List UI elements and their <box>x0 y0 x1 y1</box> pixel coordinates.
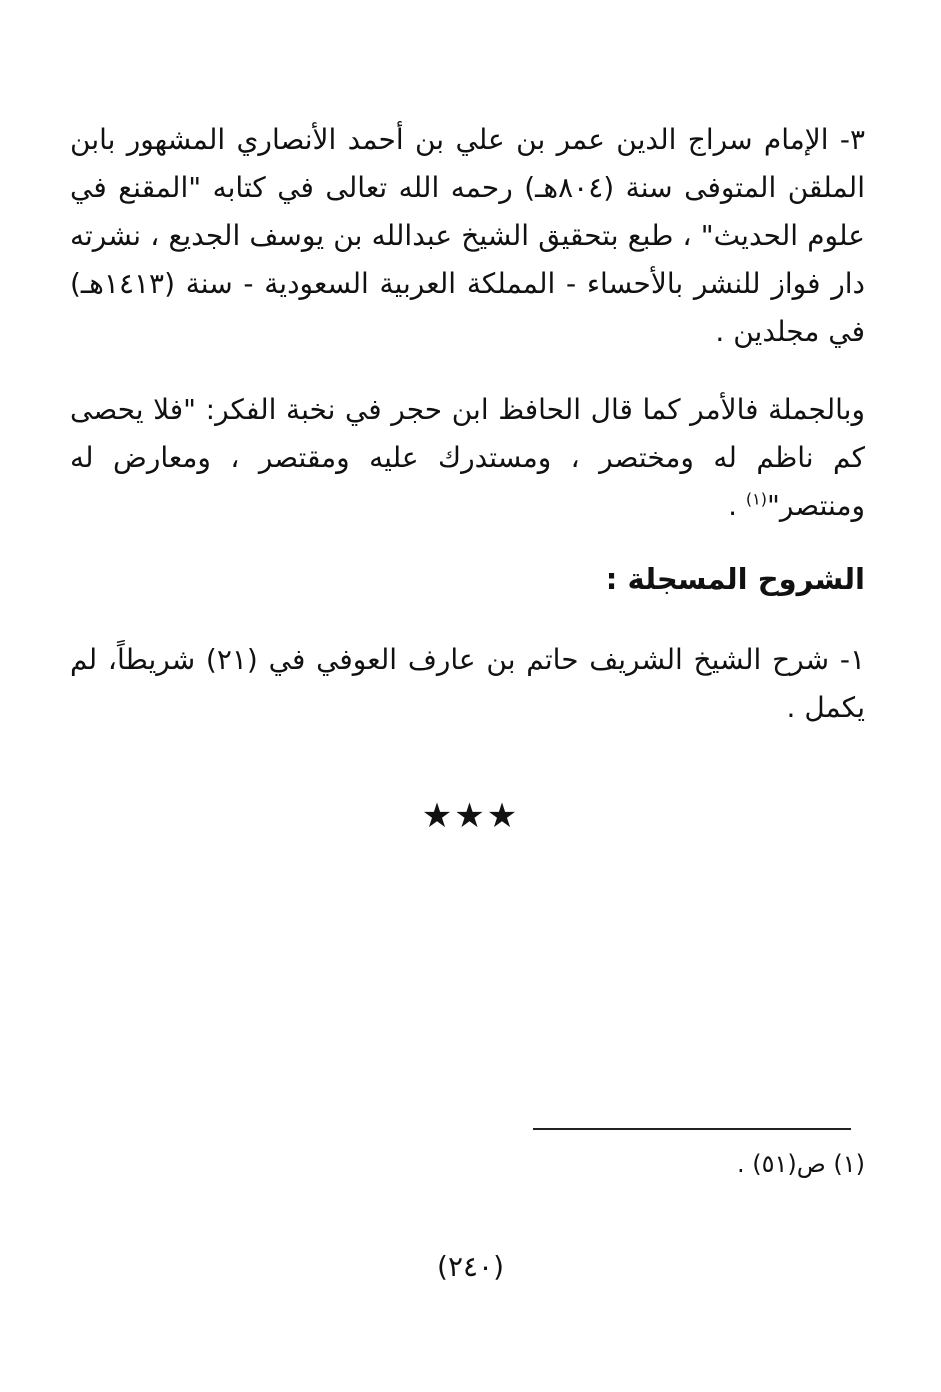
quote-text: وبالجملة فالأمر كما قال الحافظ ابن حجر في نخبة الفكر: "فلا يحصى كم ناظم له ومختصر ، ومستدرك عليه ومقتصر ، ومعارض له ومنتصر" <box>70 393 865 522</box>
footnote-divider <box>533 1128 851 1130</box>
footnote-reference: (١) <box>745 489 767 509</box>
paragraph-recorded-explanation: ١- شرح الشيخ الشريف حاتم بن عارف العوفي في (٢١) شريطاً، لم يكمل . <box>70 643 865 724</box>
page-number: (٢٤٠) <box>437 1250 504 1283</box>
section-heading: الشروح المسجلة : <box>605 562 865 596</box>
paragraph-ibn-hajar-quote <box>70 386 865 530</box>
footnote: (١) ص(٥١) . <box>736 1150 865 1178</box>
quote-end: . <box>728 489 746 522</box>
section-separator: ★★★ <box>421 796 520 836</box>
paragraph-ibn-al-mulaqqin: ٣- الإمام سراج الدين عمر بن علي بن أحمد الأنصاري المشهور بابن الملقن المتوفى سنة (٨٠٤هـ) رحمه الله تعالى في كتابه "المقنع في علوم الحديث" ، طبع بتحقيق الشيخ عبدالله بن يوسف الجديع ، نشرته دار فواز للنشر بالأحساء - المملكة العربية السعودية - سنة (١٤١٣هـ) في مجلدين . <box>70 123 865 348</box>
